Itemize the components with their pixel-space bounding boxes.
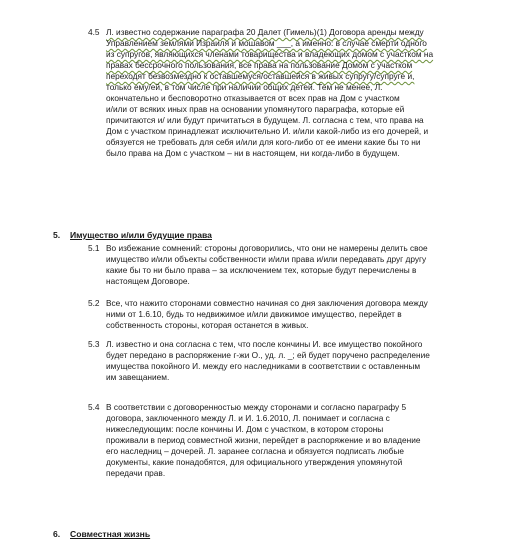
paragraph-line: Л. известно и она согласна с тем, что после кончины И. все имущество покойного <box>106 339 423 349</box>
paragraph-line: причитаются и/ или будут причитаться в будущем. Л. согласна с тем, что права на <box>106 115 424 125</box>
paragraph-line: собственность стороны, которая останется в живых. <box>106 320 309 330</box>
section-title: Совместная жизнь <box>70 529 151 539</box>
paragraph-line: имущества покойного И. между его наследниками в соответствии с оставленным <box>106 361 421 371</box>
paragraph-line: Во избежание сомнений: стороны договорились, что они не намерены делить свое <box>106 243 428 253</box>
paragraph-line: передачи прав. <box>106 468 166 478</box>
paragraph-number: 4.5 <box>88 27 100 37</box>
paragraph-line: из супругов, являющихся членами товарищества и владеющих домом с участком на <box>106 49 434 59</box>
paragraph-line: Все, что нажито сторонами совместно начиная со дня заключения договора между <box>106 298 428 308</box>
paragraph-number: 5.3 <box>88 339 100 349</box>
paragraph-line: его наследниц – дочерей. Л. заранее согласна и обязуется подписать любые <box>106 446 405 456</box>
paragraph-line: В соответствии с договоренностью между сторонами и согласно параграфу 5 <box>106 402 407 412</box>
paragraph-number: 5.4 <box>88 402 100 412</box>
paragraph-line: переходят безвозмездно к оставшемуся/оставшейся в живых супругу/супруге и, <box>106 71 415 81</box>
section-heading <box>53 230 212 241</box>
paragraph-line: Дом с участком принадлежат исключительно И. и/или какой-либо из его дочерей, и <box>106 126 429 136</box>
paragraph-line: только ему/ей, в том числе при наличии общих детей. Тем не менее, Л. <box>106 82 383 92</box>
paragraph-number: 5.2 <box>88 298 100 308</box>
section-heading <box>53 529 150 540</box>
paragraph-line: договора, заключенного между Л. и И. 1.6.2010, Л. понимает и согласна с <box>106 413 390 423</box>
paragraph-line: им завещанием. <box>106 372 170 382</box>
paragraph-line: нижеследующим: после кончины И. Дом с участком, в котором стороны <box>106 424 384 434</box>
paragraph-line: обязуется не требовать для себя и/или для кого-либо от ее имени какие бы то ни <box>106 137 421 147</box>
paragraph-line: ними от 1.6.10, будь то недвижимое и/или движимое имущество, перейдет в <box>106 309 402 319</box>
paragraph-line: и/или от всяких иных прав на основании упомянутого параграфа, которые ей <box>106 104 405 114</box>
paragraph-line: Л. известно содержание параграфа 20 Далет (Гимель)(1) Договора аренды между <box>106 27 424 37</box>
paragraph-number: 5.1 <box>88 243 100 253</box>
paragraph-line: документы, какие понадобятся, для официального утверждения упомянутой <box>106 457 403 467</box>
paragraph-line: будет передано в распоряжение г-жи О., уд. л. _; ей будет поручено распределение <box>106 350 430 360</box>
paragraph-line: имущество и/или объекты собственности и/или права и/или передавать друг другу <box>106 254 427 264</box>
section-number: 6. <box>53 529 61 539</box>
paragraph-line: Управлением землями Израиля и мошавом ___, а именно: в случае смерти одного <box>106 38 427 48</box>
paragraph-line: настоящем Договоре. <box>106 276 190 286</box>
paragraph-line: было права на Дом с участком – ни в настоящем, ни когда-либо в будущем. <box>106 148 400 158</box>
section-number: 5. <box>53 230 61 240</box>
section-title: Имущество и/или будущие права <box>70 230 212 240</box>
paragraph-line: окончательно и бесповоротно отказывается от всех прав на Дом с участком <box>106 93 400 103</box>
paragraph-line: правах бессрочного пользования, все права на пользование Домом с участком <box>106 60 413 70</box>
paragraph-line: какие бы то ни было права – за исключением тех, которые будут перечислены в <box>106 265 417 275</box>
paragraph-line: проживали в период совместной жизни, перейдет в распоряжение и во владение <box>106 435 421 445</box>
